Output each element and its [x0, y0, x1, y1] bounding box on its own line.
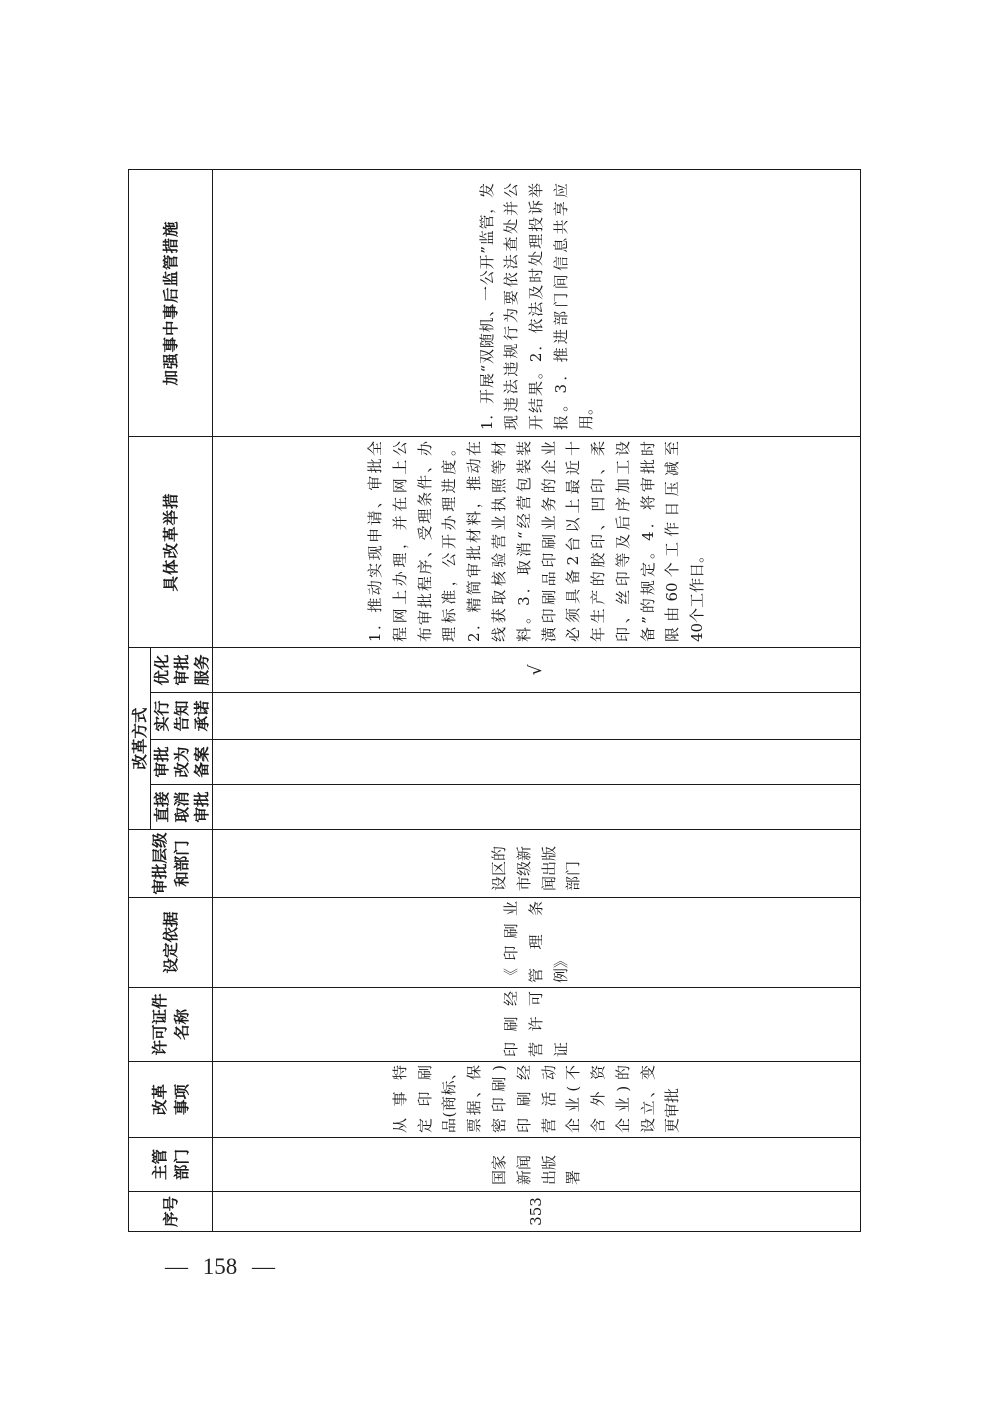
header-optimize-service: [151, 647, 213, 692]
text-line: 印刷经: [514, 1065, 533, 1133]
cell-license-name: [213, 988, 861, 1062]
header-department: [129, 1138, 213, 1192]
header-label: 序号: [161, 1196, 180, 1228]
text-line: 40个工作日。: [688, 547, 707, 642]
text-line: 备”的规定。4．将审批时: [638, 440, 657, 642]
text-line: 票据、保: [465, 1065, 484, 1133]
header-license-name: [129, 988, 213, 1062]
department-text: [487, 1141, 586, 1185]
text-line: 设区的: [489, 845, 508, 891]
text-line: 改革: [150, 1084, 169, 1116]
text-line: 直接: [152, 791, 171, 823]
cell-supervision-measures: [213, 169, 861, 436]
text-line: 部门: [564, 860, 583, 891]
cell-reform-item: [213, 1062, 861, 1138]
header-supervision-measures: [129, 169, 213, 436]
header-label: [152, 787, 212, 827]
text-line: 印、丝印等及后序加工设: [613, 440, 632, 642]
text-line: 例》: [551, 952, 570, 983]
text-line: 新闻: [514, 1154, 533, 1185]
text-line: 优化: [152, 654, 171, 686]
text-line: 企业(不: [564, 1065, 583, 1133]
cell-serial-number: [213, 1192, 861, 1232]
text-line: 取消: [172, 791, 191, 823]
license-name-text: [499, 991, 573, 1057]
cell-optimize-service: [213, 647, 861, 692]
cell-cancel-approval: [213, 785, 861, 830]
text-line: 出版: [539, 1154, 558, 1185]
reform-item-text: [388, 1065, 686, 1133]
text-line: 理标准，公开办理进度。: [440, 440, 459, 642]
header-approval-level: [129, 830, 213, 898]
text-line: 实行: [152, 700, 171, 732]
text-line: 承诺: [192, 700, 211, 732]
header-specific-measures: [129, 436, 213, 647]
cell-approval-level: [213, 830, 861, 898]
header-notification-commitment: [151, 693, 213, 740]
cell-approval-to-filing: [213, 740, 861, 785]
text-line: 1．开展“双随机、一公开”监管，发: [477, 182, 496, 430]
rotated-table-frame: [128, 170, 860, 1232]
cell-department: [213, 1138, 861, 1192]
cell-specific-measures: [213, 436, 861, 647]
text-line: 改为: [172, 746, 191, 778]
header-label: [149, 990, 193, 1059]
supervision-measures-text: [475, 183, 599, 430]
header-label: [149, 1140, 193, 1189]
text-line: 线获取核验营业执照等材: [489, 440, 508, 642]
text-line: 品(商标、: [440, 1065, 459, 1133]
header-reform-method: [129, 647, 151, 829]
header-serial-number: [129, 1192, 213, 1232]
text-line: 料。3．取消“经营包装装: [514, 440, 533, 642]
text-line: 从事特: [390, 1065, 409, 1133]
text-line: 2．精简审批材料，推动在: [465, 440, 484, 642]
serial-number: 353: [527, 1197, 546, 1226]
header-label: 具体改革举措: [161, 492, 180, 592]
text-line: 报。3．推进部门间信息共享应: [551, 182, 570, 430]
text-line: 市级新: [514, 845, 533, 891]
text-line: 部门: [172, 1149, 191, 1181]
text-line: 许可证件: [150, 993, 169, 1056]
text-line: 审批: [172, 654, 191, 686]
text-line: 主管: [150, 1149, 169, 1181]
text-line: 含外资: [589, 1065, 608, 1133]
header-label: 设定依据: [161, 911, 180, 974]
text-line: 更审批: [663, 1087, 682, 1133]
header-legal-basis: [129, 898, 213, 988]
text-line: 布审批程序、受理条件、办: [415, 440, 434, 642]
page-number: — 158 —: [165, 1254, 275, 1279]
text-line: 审批: [192, 791, 211, 823]
header-label: [149, 1064, 193, 1135]
table-row: [213, 169, 861, 1231]
header-label: 改革方式: [130, 707, 149, 770]
header-label: [152, 650, 212, 690]
table-header: [129, 169, 213, 1231]
text-line: 限由60个工作日压减至: [663, 440, 682, 642]
header-reform-item: [129, 1062, 213, 1138]
text-line: 服务: [192, 654, 211, 686]
text-line: 企业)的: [613, 1065, 632, 1133]
specific-measures-text: [363, 441, 710, 642]
text-line: 管理条: [527, 901, 546, 983]
text-line: 营活动: [539, 1065, 558, 1133]
text-line: 和部门: [172, 840, 191, 887]
text-line: 1．推动实现申请、审批全: [365, 440, 384, 642]
table-body: [213, 169, 861, 1231]
text-line: 营许可: [527, 991, 546, 1057]
text-line: 审批层级: [150, 832, 169, 895]
approval-level-text: [487, 833, 586, 891]
legal-basis-text: [499, 901, 573, 983]
text-line: 告知: [172, 700, 191, 732]
text-line: 年生产的胶印、凹印、柔: [589, 440, 608, 642]
cell-notification-commitment: [213, 693, 861, 740]
text-line: 备案: [192, 746, 211, 778]
check-mark-icon: √: [526, 664, 547, 676]
text-line: 定印刷: [415, 1065, 434, 1133]
text-line: 审批: [152, 746, 171, 778]
text-line: 开结果。2．依法及时处理投诉举: [527, 182, 546, 430]
text-line: 事项: [172, 1084, 191, 1116]
header-label: [152, 742, 212, 782]
header-label: [152, 695, 212, 737]
text-line: 潢印刷品印刷业务的企业: [539, 440, 558, 642]
header-cancel-approval: [151, 785, 213, 830]
text-line: 密印刷): [489, 1065, 508, 1133]
text-line: 印刷经: [502, 991, 521, 1057]
text-line: 证: [551, 1041, 570, 1057]
text-line: 名称: [172, 1009, 191, 1041]
cell-legal-basis: [213, 898, 861, 988]
header-row: [129, 169, 151, 1231]
text-line: 程网上办理，并在网上公: [390, 440, 409, 642]
reform-table: [128, 169, 861, 1232]
header-label: [149, 832, 193, 895]
text-line: 设立、变: [638, 1065, 657, 1133]
header-approval-to-filing: [151, 740, 213, 785]
text-line: 现违法违规行为要依法查处并公: [502, 182, 521, 430]
header-label: 加强事中事后监管措施: [161, 220, 180, 386]
text-line: 用。: [576, 399, 595, 430]
text-line: 闻出版: [539, 845, 558, 891]
text-line: 《印刷业: [502, 901, 521, 983]
text-line: 署: [564, 1169, 583, 1185]
text-line: 国家: [489, 1154, 508, 1185]
text-line: 必须具备2台以上最近十: [564, 440, 583, 642]
